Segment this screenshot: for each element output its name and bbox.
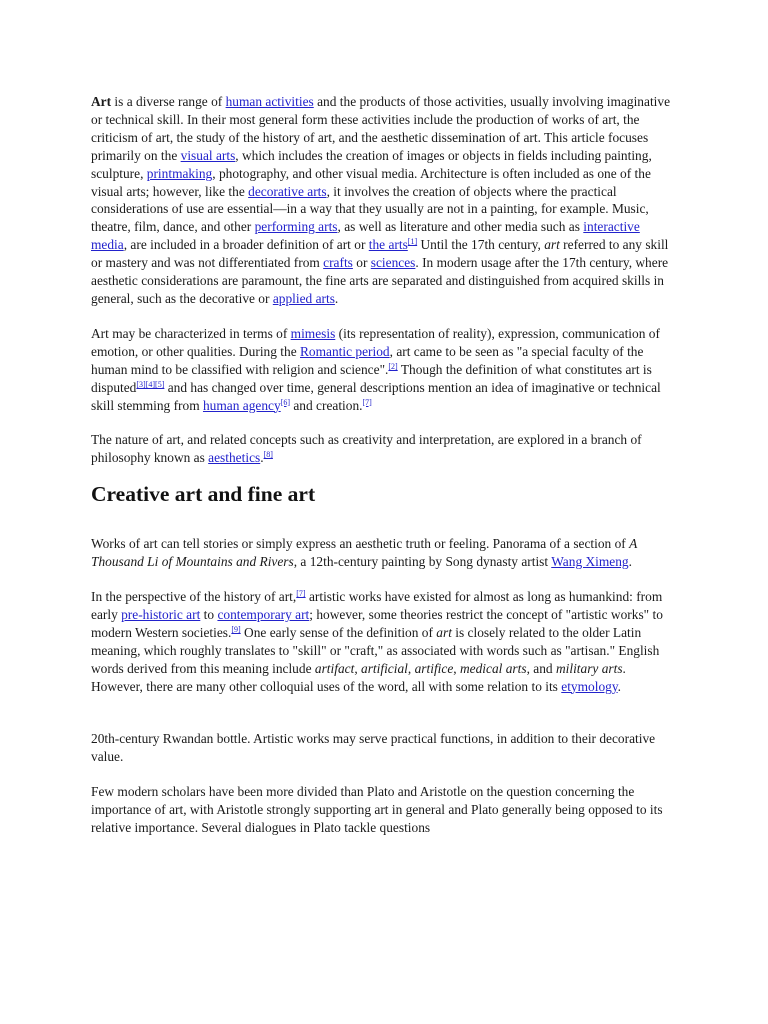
paragraph-plato-aristotle: Few modern scholars have been more divided than Plato and Aristotle on the question concerning the importance of art, with Aristotle strongly supporting art in general and Plato generally being opposed to its relative importance. Several dialogues in Plato tackle questions	[91, 784, 663, 836]
link-human-agency[interactable]: human agency	[202, 397, 281, 413]
text: The nature of art, and related concepts such as creativity and interpretation, are explored in a branch of philosophy known as	[91, 432, 642, 466]
text: . However, there are many other colloquial uses of the word, all with some relation to its	[91, 660, 626, 694]
text: (its representation of reality), expression, communication of emotion, or other qualities. During the	[91, 325, 660, 359]
citation-link[interactable]: [3][4][5]	[136, 379, 165, 389]
term-artifice: artifice	[414, 660, 454, 676]
text: ,	[407, 660, 415, 676]
link-prehistoric-art[interactable]: pre-historic art	[121, 606, 201, 622]
term-medical-arts: medical arts	[459, 660, 527, 676]
paragraph-characterization	[91, 325, 679, 415]
text: ,	[354, 660, 362, 676]
link-applied-arts[interactable]: applied arts	[272, 290, 335, 306]
text: , as well as literature and other media such as	[337, 219, 584, 235]
link-decorative-arts[interactable]: decorative arts	[248, 183, 327, 199]
citation-9[interactable]	[231, 625, 240, 634]
paragraph-history-of-art	[91, 588, 679, 695]
text: referred to any skill or mastery and was not differentiated from	[91, 237, 669, 271]
text: , are included in a broader definition of art or	[123, 237, 369, 253]
link-interactive-media[interactable]: interactive media	[91, 219, 640, 253]
citation-3-4-5[interactable]	[136, 380, 164, 389]
text: , it involves the creation of objects where the practical considerations of use are essential—in a way that they usually are not in a painting, for example. Music, theatre, film, dance, and other	[91, 183, 649, 235]
text: ; however, some theories restrict the concept of "artistic works" to modern Western societies.	[91, 606, 663, 640]
link-mimesis[interactable]: mimesis	[290, 325, 336, 341]
text: .	[260, 450, 264, 466]
link-wang-ximeng[interactable]: Wang Ximeng	[551, 554, 629, 570]
link-the-arts[interactable]: the arts	[368, 237, 408, 253]
text: One early sense of the definition of	[240, 624, 437, 640]
paragraph-aesthetics	[91, 431, 679, 467]
term-artifact: artifact	[314, 660, 355, 676]
link-sciences[interactable]: sciences	[370, 255, 416, 271]
paragraph-works-of-art	[91, 535, 679, 571]
text: and the products of those activities, usually involving imaginative or technical skill. In their most general form these activities include the production of works of art, the criticism of art, the study of the history of art, and the aesthetic dissemination of art. This article focuses primarily on the	[91, 94, 671, 163]
citation-link[interactable]: [7]	[296, 589, 306, 599]
text: artistic works have existed for almost as long as humankind: from early	[91, 589, 663, 622]
link-aesthetics[interactable]: aesthetics	[208, 450, 261, 466]
link-printmaking[interactable]: printmaking	[146, 165, 213, 181]
section-heading: Creative art and fine art	[91, 482, 316, 507]
text: ,	[453, 660, 460, 676]
text: , which includes the creation of images or objects in fields including painting, sculpture,	[91, 147, 652, 181]
text: In the perspective of the history of art,	[91, 589, 297, 605]
text: .	[334, 290, 339, 306]
citation-link[interactable]: [9]	[231, 624, 241, 634]
citation-7[interactable]	[296, 589, 305, 598]
text: or	[352, 255, 371, 271]
link-contemporary-art[interactable]: contemporary art	[217, 606, 310, 622]
text: Art may be characterized in terms of	[91, 325, 291, 341]
link-visual-arts[interactable]: visual arts	[180, 147, 236, 163]
term-military-arts: military arts	[555, 660, 623, 676]
link-human-activities[interactable]: human activities	[225, 94, 314, 109]
citation-7[interactable]	[363, 398, 372, 407]
citation-link[interactable]: [7]	[362, 397, 372, 407]
link-crafts[interactable]: crafts	[323, 255, 353, 271]
text: . In modern usage after the 17th century, where aesthetic considerations are paramount, the fine arts are separated and distinguished from acquired skills in general, such as the decorative or	[91, 255, 669, 306]
text: .	[617, 678, 622, 694]
paragraph-intro	[91, 93, 679, 308]
text: and creation.	[290, 397, 363, 413]
text: , art came to be seen as "a special faculty of the human mind to be classified with religion and science".	[91, 343, 644, 377]
term-art-italic: art	[544, 237, 560, 253]
text: Works of art can tell stories or simply express an aesthetic truth or feeling. Panorama of a section of	[91, 536, 630, 552]
citation-link[interactable]: [1]	[407, 237, 418, 247]
citation-2[interactable]	[388, 362, 397, 371]
link-romantic-period[interactable]: Romantic period	[300, 343, 390, 359]
citation-link[interactable]: [8]	[263, 450, 273, 460]
text: Until the 17th century,	[417, 237, 545, 253]
article-body	[91, 93, 679, 837]
text: , photography, and other visual media. Architecture is often included as one of the visual arts; however, like the	[91, 165, 651, 199]
term-art: Art	[91, 94, 112, 109]
painting-title: A Thousand Li of Mountains and Rivers	[91, 536, 638, 570]
link-performing-arts[interactable]: performing arts	[254, 219, 338, 235]
text: Though the definition of what constitutes art is disputed	[91, 361, 652, 395]
text: .	[628, 554, 632, 570]
citation-1[interactable]	[408, 237, 417, 246]
text: and has changed over time, general descriptions mention an idea of imaginative or technical skill stemming from	[91, 379, 661, 413]
text: is closely related to the older Latin meaning, which roughly translates to "skill" or "craft," as associated with words such as "artisan." English words derived from this meaning include	[91, 624, 660, 676]
term-artificial: artificial	[361, 660, 408, 676]
citation-link[interactable]: [2]	[388, 361, 398, 371]
citation-6[interactable]	[281, 398, 290, 407]
text: , a 12th-century painting by Song dynasty artist	[293, 554, 552, 570]
citation-link[interactable]: [6]	[280, 397, 291, 407]
text: to	[200, 606, 218, 622]
text: , and	[526, 660, 556, 676]
citation-8[interactable]	[264, 450, 273, 459]
link-etymology[interactable]: etymology	[561, 678, 618, 694]
text: is a diverse range of	[111, 94, 226, 109]
paragraph-rwandan-bottle: 20th-century Rwandan bottle. Artistic works may serve practical functions, in addition to their decorative value.	[91, 731, 656, 765]
term-art-italic: art	[436, 624, 452, 640]
